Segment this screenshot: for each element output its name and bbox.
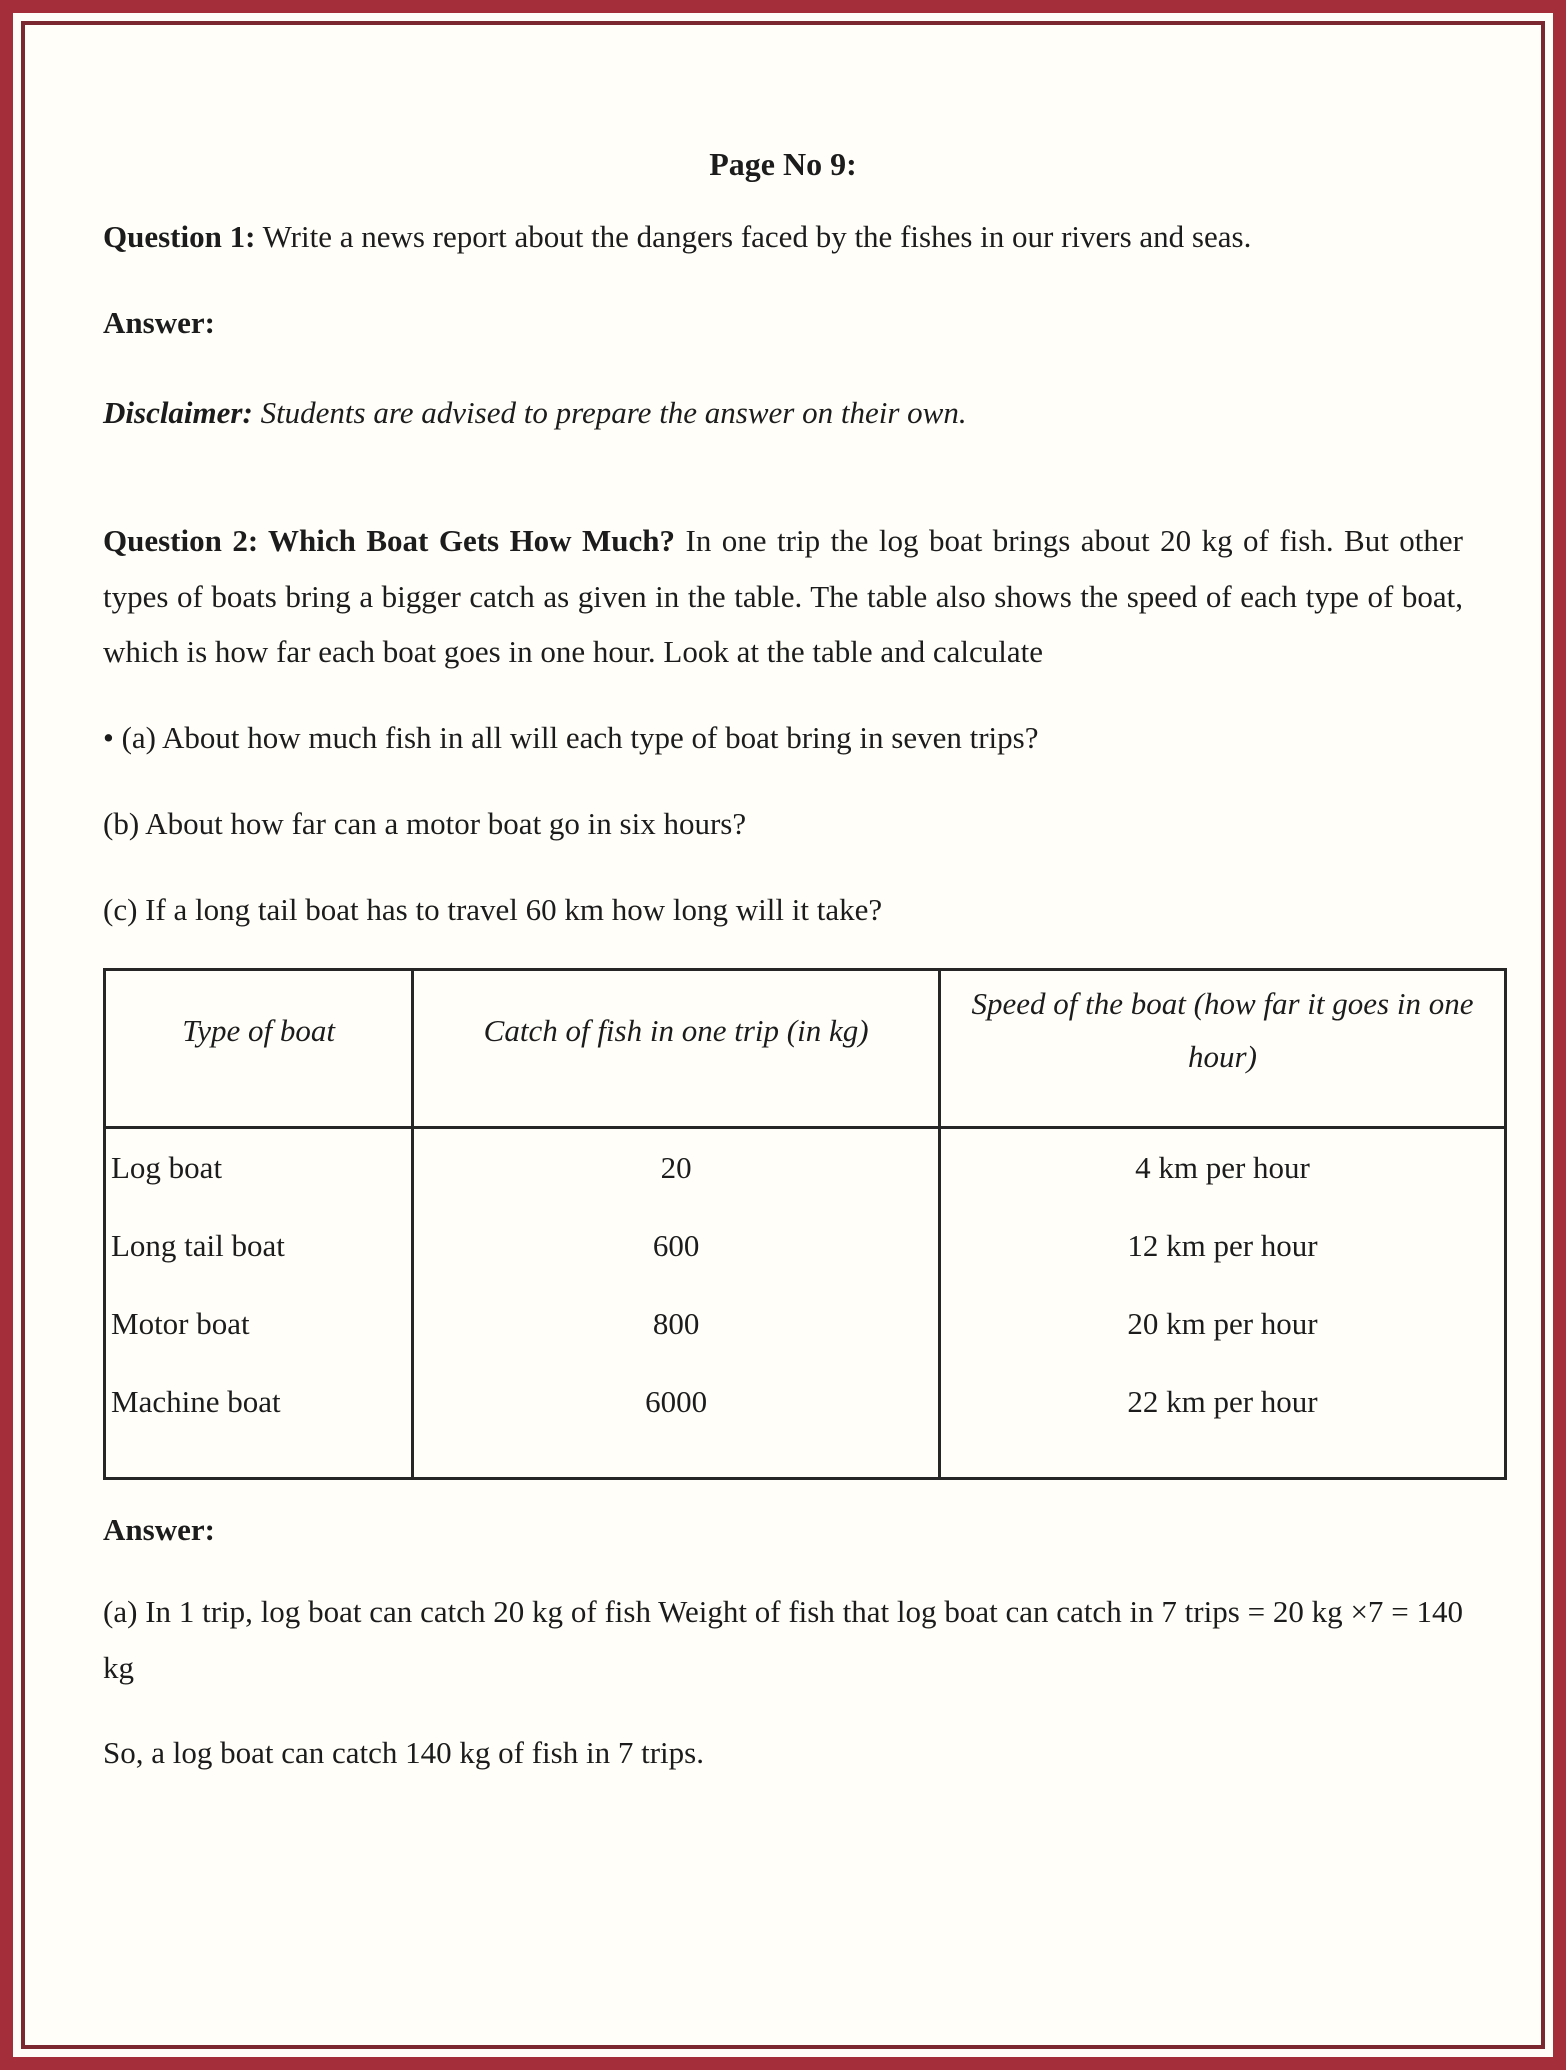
- column-header-speed: Speed of the boat (how far it goes in one hour): [939, 969, 1505, 1127]
- question-2-part-c: (c) If a long tail boat has to travel 60 km how long will it take?: [103, 891, 883, 927]
- question-1-text: Write a news report about the dangers faced by the fishes in our rivers and seas.: [255, 219, 1252, 255]
- cell-boat-type: Motor boat: [105, 1285, 413, 1363]
- cell-boat-type: Log boat: [105, 1127, 413, 1207]
- boats-table-body: [105, 1127, 1506, 1478]
- boats-table: [103, 968, 1507, 1480]
- cell-catch: 600: [413, 1207, 940, 1285]
- answer-2-conclusion: So, a log boat can catch 140 kg of fish in 7 trips.: [103, 1735, 704, 1771]
- cell-speed: 22 km per hour: [939, 1363, 1505, 1479]
- cell-speed: 12 km per hour: [939, 1207, 1505, 1285]
- column-header-catch: Catch of fish in one trip (in kg): [413, 969, 940, 1127]
- table-row: [105, 1285, 1506, 1363]
- table-row: [105, 1207, 1506, 1285]
- cell-speed: 20 km per hour: [939, 1285, 1505, 1363]
- cell-speed: 4 km per hour: [939, 1127, 1505, 1207]
- cell-catch: 6000: [413, 1363, 940, 1479]
- table-row: [105, 1127, 1506, 1207]
- answer-1-label: Answer:: [103, 305, 215, 341]
- page-title: Page No 9:: [709, 146, 857, 182]
- cell-catch: 800: [413, 1285, 940, 1363]
- answer-2-part-a: (a) In 1 trip, log boat can catch 20 kg of fish Weight of fish that log boat can catch in 7 trips = 20 kg ×7 = 140 kg: [103, 1593, 1463, 1685]
- question-2-paragraph: [103, 513, 1463, 680]
- table-row: [105, 1363, 1506, 1479]
- question-2-part-a: • (a) About how much fish in all will each type of boat bring in seven trips?: [103, 720, 1039, 756]
- boats-table-header: [105, 969, 1506, 1127]
- question-2-part-b: (b) About how far can a motor boat go in six hours?: [103, 805, 747, 841]
- disclaimer-label: Disclaimer:: [103, 394, 253, 430]
- answer-2-label: Answer:: [103, 1511, 215, 1547]
- cell-boat-type: Machine boat: [105, 1363, 413, 1479]
- disclaimer-paragraph: [103, 385, 1463, 441]
- cell-catch: 20: [413, 1127, 940, 1207]
- document-content: [27, 27, 1539, 2043]
- disclaimer-text: Students are advised to prepare the answer on their own.: [252, 394, 967, 430]
- cell-boat-type: Long tail boat: [105, 1207, 413, 1285]
- question-2-label: Question 2: Which Boat Gets How Much?: [103, 522, 676, 558]
- question-2-text: In one trip the log boat brings about 20 kg of fish. But other types of boats bring a bigger catch as given in the table. The table also shows the speed of each type of boat, which is how far each boat goes in one hour. Look at the table and calculate: [103, 522, 1464, 670]
- column-header-type-of-boat: Type of boat: [105, 969, 413, 1127]
- table-header-row: [105, 969, 1506, 1127]
- question-1-label: Question 1:: [103, 219, 256, 255]
- question-1-paragraph: [103, 209, 1463, 265]
